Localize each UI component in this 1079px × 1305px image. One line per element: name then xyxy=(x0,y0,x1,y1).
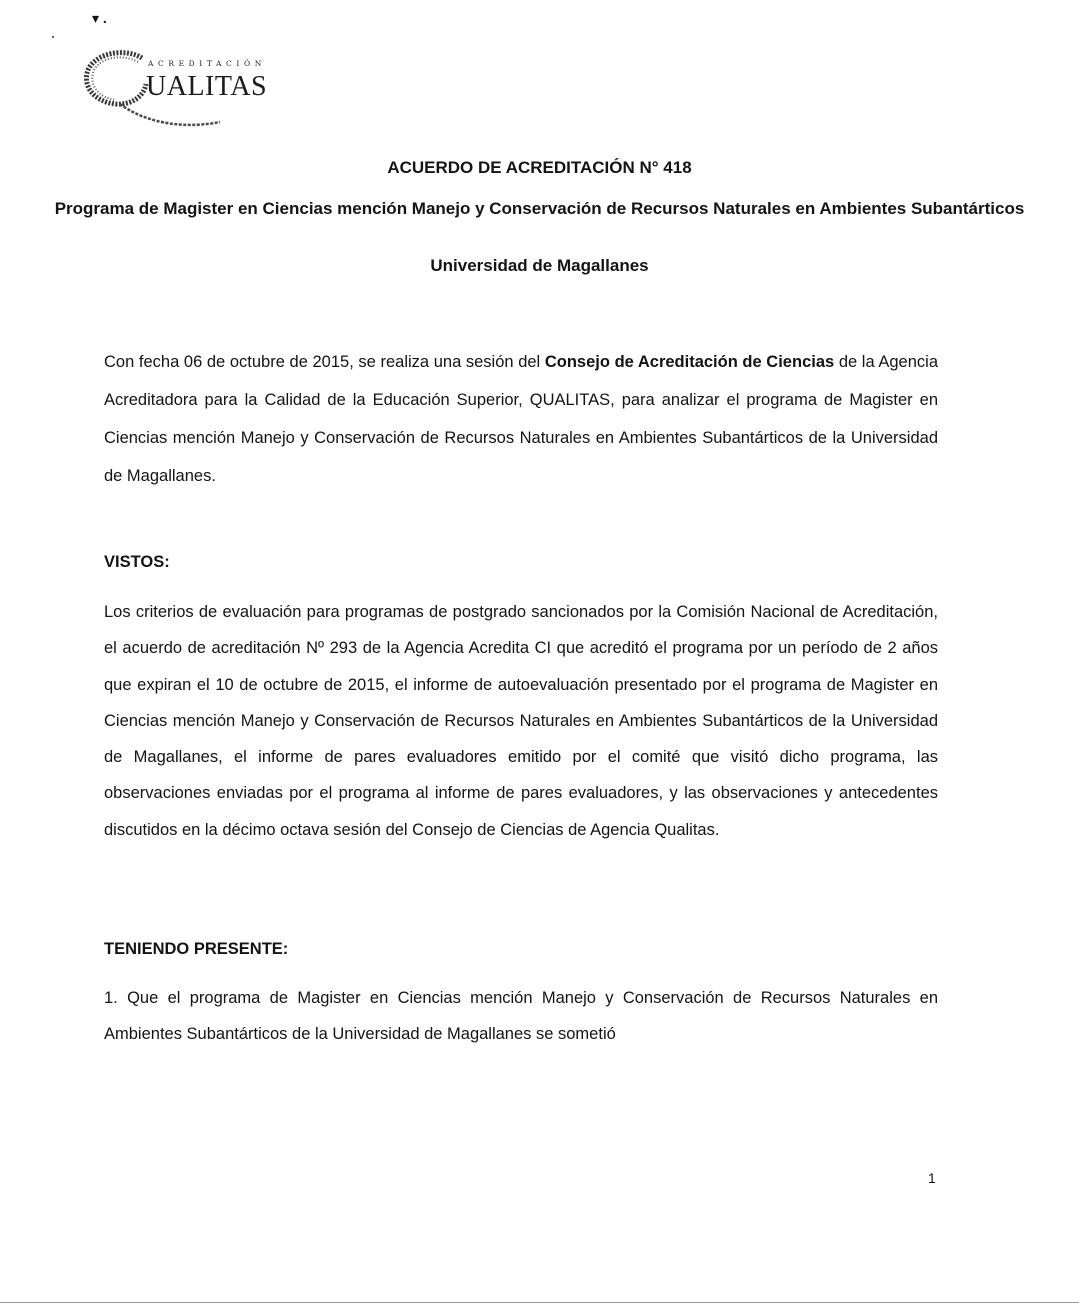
bottom-rule xyxy=(0,1302,1079,1303)
teniendo-item-1: 1. Que el programa de Magister en Ciencias mención Manejo y Conservación de Recursos Naturales en Ambientes Subantárticos de la Universidad de Magallanes se sometió xyxy=(104,989,938,1043)
logo-subtitle: ACREDITACIÓN xyxy=(148,59,266,68)
vistos-paragraph: Los criterios de evaluación para programas de postgrado sancionados por la Comisión Nacional de Acreditación, el acuerdo de acreditación Nº 293 de la Agencia Acredita CI que acreditó el programa por un período de 2 años que expiran el 10 de octubre de 2015, el informe de autoevaluación presentado por el programa de Magister en Ciencias mención Manejo y Conservación de Recursos Naturales en Ambientes Subantárticos de la Universidad de Magallanes, el informe de pares evaluadores emitido por el comité que visitó dicho programa, las observaciones enviadas por el programa al informe de pares evaluadores, y las observaciones y antecedentes discutidos en la décimo octava sesión del Consejo de Ciencias de Agencia Qualitas. xyxy=(104,603,938,839)
qualitas-logo xyxy=(80,44,300,134)
page-number: 1 xyxy=(928,1170,936,1186)
vistos-heading: VISTOS: xyxy=(104,553,170,571)
intro-tail: de la Agencia Acreditadora para la Calidad de la Educación Superior, QUALITAS, para analizar el programa de Magister en Ciencias mención Manejo y Conservación de Recursos Naturales en Ambientes Subantárticos de la Universidad de Magallanes. xyxy=(104,353,938,485)
intro-lead: Con fecha 06 de octubre de 2015, se realiza una sesión del xyxy=(104,353,545,371)
logo-name: UALITAS xyxy=(146,71,268,102)
scan-marks: ▾ . xyxy=(92,10,107,26)
document-title: ACUERDO DE ACREDITACIÓN N° 418 xyxy=(387,158,692,177)
teniendo-heading: TENIENDO PRESENTE: xyxy=(104,940,289,958)
intro-bold: Consejo de Acreditación de Ciencias xyxy=(544,353,835,371)
program-title: Programa de Magister en Ciencias mención Manejo y Conservación de Recursos Naturales en Ambientes Subantárticos xyxy=(54,199,1025,218)
intro-paragraph xyxy=(104,343,938,495)
university-name: Universidad de Magallanes xyxy=(430,256,649,275)
scan-dot xyxy=(52,36,54,38)
